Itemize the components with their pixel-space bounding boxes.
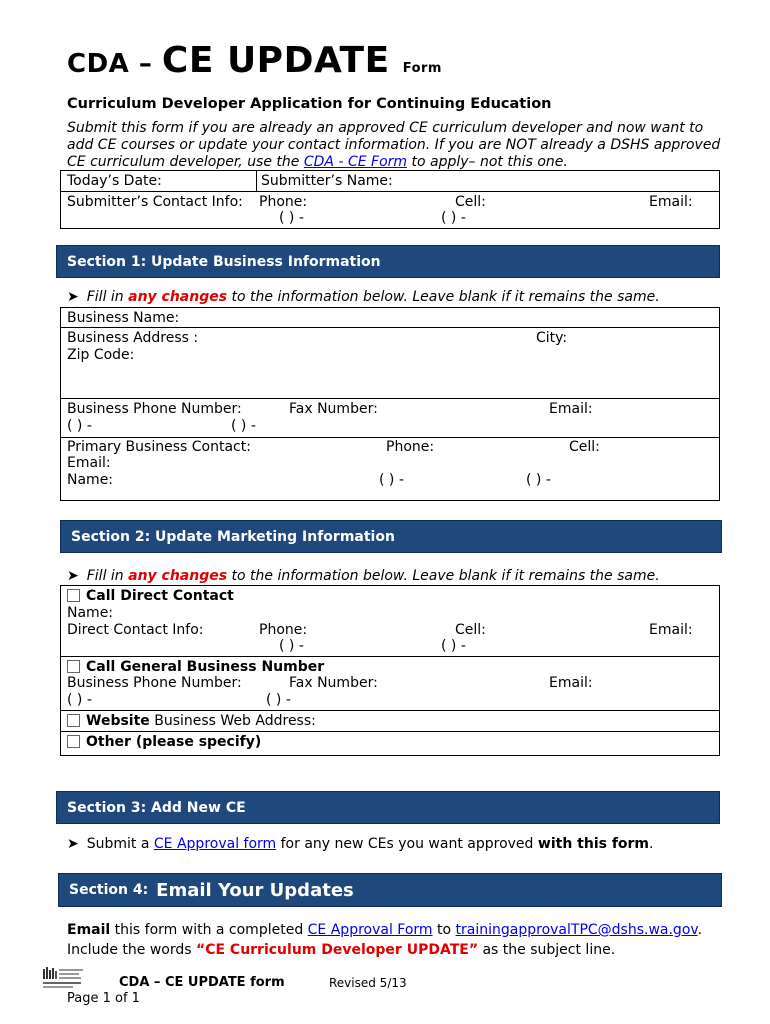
section-4-title: Email Your Updates: [156, 879, 354, 901]
website-checkbox[interactable]: [67, 714, 80, 727]
call-general-number-option[interactable]: [67, 659, 324, 676]
training-approval-email-link[interactable]: trainingapprovalTPC@dshs.wa.gov: [455, 922, 698, 938]
fax-format: ( ) -: [231, 418, 256, 434]
other-label: Other (please specify): [86, 734, 262, 750]
direct-cell-format: ( ) -: [441, 638, 466, 654]
primary-email-label: Email:: [67, 455, 111, 471]
note-text: Fill in: [86, 568, 129, 584]
primary-name-label: Name:: [67, 472, 114, 488]
section-3-text: [67, 834, 653, 854]
arrow-bullet-icon: ➤: [67, 568, 79, 584]
section-2-title: Section 2: Update Marketing Information: [71, 528, 395, 545]
fax-label: Fax Number:: [289, 401, 378, 417]
primary-contact-label: Primary Business Contact:: [67, 439, 251, 455]
direct-contact-info-label: Direct Contact Info:: [67, 622, 204, 638]
business-email-label: Email:: [549, 401, 593, 417]
website-label: Website: [86, 713, 150, 729]
other-checkbox[interactable]: [67, 735, 80, 748]
todays-date-label: Today’s Date:: [67, 173, 162, 189]
section-3-text-end: .: [649, 836, 654, 852]
business-phone-format: ( ) -: [67, 418, 92, 434]
email-text-mid: this form with a completed: [110, 922, 308, 938]
submitter-cell-label: Cell:: [455, 194, 486, 210]
note-red-text: any changes: [128, 568, 228, 584]
note-red-text: any changes: [128, 289, 228, 305]
arrow-bullet-icon: ➤: [67, 289, 79, 305]
direct-email-label: Email:: [649, 622, 693, 638]
title-ce-update: CE UPDATE: [161, 40, 390, 81]
note-text-end: to the information below. Leave blank if it remains the same.: [227, 568, 660, 584]
section-4-header: [58, 873, 722, 907]
dshs-logo-icon: [42, 966, 86, 988]
ce-approval-form-link[interactable]: CE Approval form: [153, 836, 277, 852]
call-general-label: Call General Business Number: [86, 659, 325, 675]
title-suffix: Form: [402, 61, 442, 76]
cda-ce-form-link[interactable]: CDA - CE Form: [303, 154, 408, 170]
page-title: [67, 40, 442, 81]
submitter-cell-format: ( ) -: [441, 210, 466, 226]
submitter-name-label: Submitter’s Name:: [261, 173, 393, 189]
footer-revised-date: Revised 5/13: [329, 976, 407, 990]
section-3-text-bold: with this form: [537, 836, 650, 852]
direct-name-label: Name:: [67, 605, 114, 621]
section-1-header: [56, 245, 720, 278]
section-4-label: Section 4:: [69, 882, 149, 898]
web-address-label: Business Web Address:: [149, 713, 316, 729]
primary-phone-label: Phone:: [386, 439, 435, 455]
section-2-header: [60, 520, 722, 553]
call-general-checkbox[interactable]: [67, 660, 80, 673]
email-bold-text: Email: [67, 922, 111, 938]
city-label: City:: [536, 330, 568, 346]
email-text-end: .: [697, 922, 703, 938]
subject-text-start: Include the words: [67, 942, 196, 958]
intro-text-end: to apply– not this one.: [407, 154, 568, 170]
zip-code-label: Zip Code:: [67, 347, 135, 363]
title-dash: –: [129, 49, 162, 79]
subtitle: Curriculum Developer Application for Continuing Education: [67, 96, 552, 112]
business-phone-label: Business Phone Number:: [67, 401, 242, 417]
general-fax-format: ( ) -: [266, 692, 291, 708]
general-fax-label: Fax Number:: [289, 675, 378, 691]
footer-form-name: CDA – CE UPDATE form: [119, 975, 285, 990]
title-part-cda: CDA: [67, 49, 130, 79]
business-address-label: Business Address :: [67, 330, 199, 346]
subject-text-end: as the subject line.: [478, 942, 616, 958]
general-phone-format: ( ) -: [67, 692, 92, 708]
business-info-table: [60, 307, 720, 501]
primary-phone-format: ( ) -: [379, 472, 404, 488]
business-name-label: Business Name:: [67, 310, 180, 326]
note-text-end: to the information below. Leave blank if it remains the same.: [227, 289, 660, 305]
email-instructions-line2: [67, 940, 615, 960]
marketing-info-table: [60, 585, 720, 756]
other-option[interactable]: [67, 734, 261, 751]
general-business-phone-label: Business Phone Number:: [67, 675, 242, 691]
direct-phone-format: ( ) -: [279, 638, 304, 654]
section-2-note: [67, 568, 660, 584]
subject-line-red: “CE Curriculum Developer UPDATE”: [196, 942, 479, 958]
section-3-text-mid: for any new CEs you want approved: [276, 836, 538, 852]
call-direct-checkbox[interactable]: [67, 589, 80, 602]
note-text: Fill in: [86, 289, 129, 305]
direct-cell-label: Cell:: [455, 622, 486, 638]
email-instructions-line1: [67, 920, 702, 940]
email-text-to: to: [432, 922, 456, 938]
section-3-header: [56, 791, 720, 824]
section-1-title: Section 1: Update Business Information: [67, 253, 381, 270]
intro-text: [67, 120, 727, 171]
submitter-phone-format: ( ) -: [279, 210, 304, 226]
direct-phone-label: Phone:: [259, 622, 308, 638]
footer-page-number: Page 1 of 1: [67, 991, 140, 1006]
submitter-contact-label: Submitter’s Contact Info:: [67, 194, 243, 210]
submitter-table: [60, 170, 720, 229]
intro-text-start: Submit this form if you are already an approved CE curriculum developer and now want to add CE courses or update your contact information. If you are NOT already a DSHS approved CE curriculum developer, use the: [67, 120, 721, 170]
call-direct-label: Call Direct Contact: [86, 588, 234, 604]
primary-cell-label: Cell:: [569, 439, 600, 455]
submitter-email-label: Email:: [649, 194, 693, 210]
website-option[interactable]: [67, 713, 316, 730]
section-3-text-start: Submit a: [86, 836, 154, 852]
section-1-note: [67, 289, 660, 305]
submitter-phone-label: Phone:: [259, 194, 308, 210]
ce-approval-form-link-2[interactable]: CE Approval Form: [307, 922, 433, 938]
general-email-label: Email:: [549, 675, 593, 691]
primary-cell-format: ( ) -: [526, 472, 551, 488]
call-direct-contact-option[interactable]: [67, 588, 234, 605]
section-3-title: Section 3: Add New CE: [67, 799, 246, 816]
arrow-bullet-icon: ➤: [67, 836, 79, 852]
